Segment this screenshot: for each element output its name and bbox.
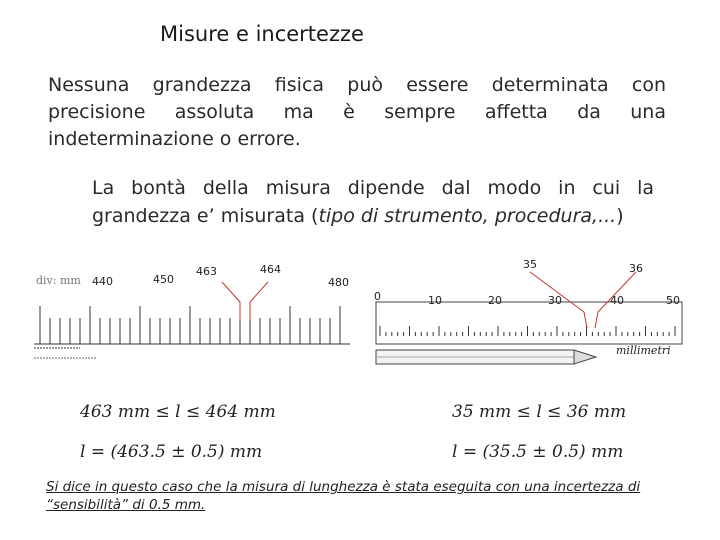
left-unit-label: div: mm (36, 274, 81, 287)
interval-left: 463 mm ≤ l ≤ 464 mm (80, 402, 276, 422)
page-title: Misure e incertezze (160, 22, 364, 46)
left-label-440: 440 (92, 275, 113, 288)
sensitivity-note: Si dice in questo caso che la misura di lunghezza è stata eseguita con una incertezza di “sensibilità” di 0.5 mm. (46, 479, 641, 513)
reading-label-35: 35 (523, 258, 537, 271)
quality-end: ) (616, 205, 624, 227)
result-left: l = (463.5 ± 0.5) mm (80, 442, 263, 462)
right-label-20: 20 (488, 294, 502, 307)
right-label-10: 10 (428, 294, 442, 307)
quality-text: La bontà della misura dipende dal modo in cui la grandezza e’ misurata ( (92, 177, 654, 227)
right-label-40: 40 (610, 294, 624, 307)
interval-right: 35 mm ≤ l ≤ 36 mm (452, 402, 627, 422)
left-label-450: 450 (153, 273, 174, 286)
left-label-464: 464 (260, 263, 281, 276)
quality-italic: tipo di strumento, procedura,... (318, 205, 617, 227)
left-label-463: 463 (196, 265, 217, 278)
left-label-480: 480 (328, 276, 349, 289)
right-label-50: 50 (666, 294, 680, 307)
reading-label-36: 36 (629, 262, 643, 275)
millimetri-label: millimetri (616, 344, 671, 357)
right-label-30: 30 (548, 294, 562, 307)
right-label-0: 0 (374, 290, 381, 303)
left-ruler (34, 282, 350, 358)
intro-paragraph: Nessuna grandezza fisica può essere determinata con precisione assoluta ma è sempre affetta da una indeterminazione o errore. (48, 74, 666, 150)
result-right: l = (35.5 ± 0.5) mm (452, 442, 624, 462)
